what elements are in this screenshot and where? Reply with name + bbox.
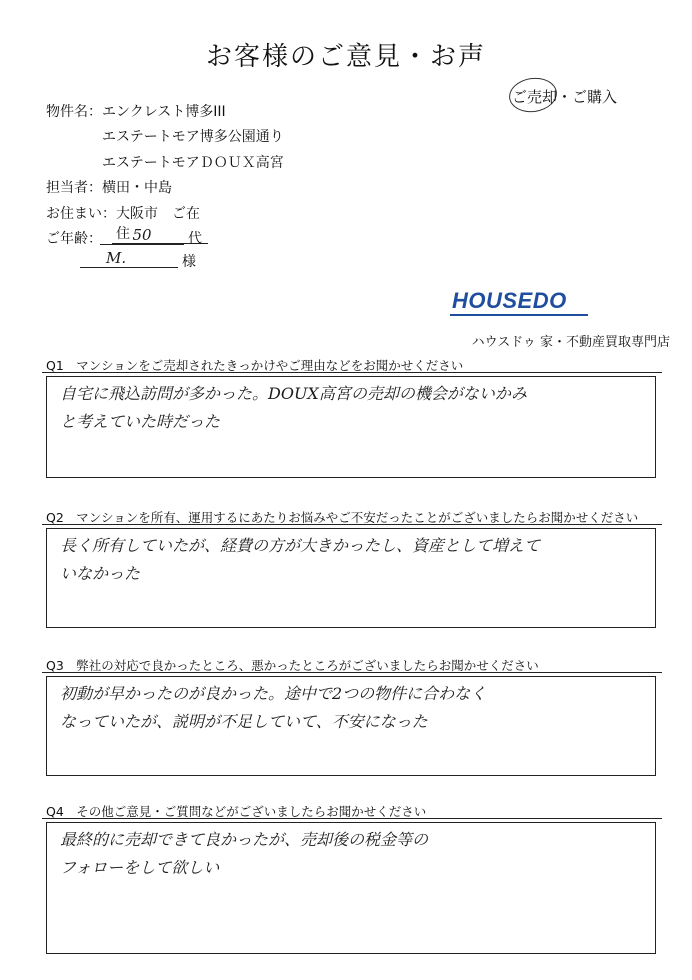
- age-suffix: 代: [188, 231, 202, 247]
- age-label: ご年齢：: [46, 231, 102, 247]
- purpose-label: ご売却・ご購入: [512, 88, 618, 106]
- q4-label: Q4 その他ご意見・ご質問などがございましたらお聞かせください: [46, 804, 427, 819]
- customer-name: M.: [80, 249, 178, 268]
- residence-label: お住まい：: [46, 206, 116, 222]
- q2-label: Q2 マンションを所有、運用するにあたりお悩みやご不安だったことがございましたらお聞かせください: [46, 510, 639, 525]
- property-label: 物件名：: [46, 104, 102, 120]
- age-value: 50: [100, 226, 184, 245]
- q3-answer: [60, 680, 650, 736]
- staff-names: 横田・中島: [102, 180, 172, 196]
- q3-answer-line-2: なっていたが、説明が不足していて、不安になった: [60, 712, 428, 731]
- residence-value: 大阪市 ご在住: [112, 203, 208, 244]
- q1-answer: [60, 380, 650, 436]
- property-name-1: エンクレスト博多III: [102, 104, 226, 120]
- q2-answer-line-1: 長く所有していたが、経費の方が大きかったし、資産として増えて: [60, 536, 541, 555]
- q1-label: Q1 マンションをご売却されたきっかけやご理由などをお聞かせください: [46, 358, 464, 373]
- q2-answer-line-2: いなかった: [60, 564, 141, 583]
- q4-answer-line-2: フォローをして欲しい: [60, 858, 220, 877]
- q4-answer: [60, 826, 650, 882]
- q2-answer: [60, 532, 650, 588]
- company-tagline: ハウスドゥ 家・不動産買取専門店: [471, 335, 670, 350]
- q4-answer-line-1: 最終的に売却できて良かったが、売却後の税金等の: [60, 830, 429, 849]
- page-title: お客様のご意見・お声: [205, 42, 486, 72]
- property-name-2: エステートモア博多公園通り: [102, 129, 284, 145]
- property-name-3: エステートモアＤＯＵＸ高宮: [102, 155, 284, 171]
- q1-answer-line-1: 自宅に飛込訪問が多かった。DOUX高宮の売却の機会がないかみ: [60, 384, 527, 403]
- q3-label: Q3 弊社の対応で良かったところ、悪かったところがございましたらお聞かせください: [46, 658, 539, 673]
- q3-answer-line-1: 初動が早かったのが良かった。途中で2つの物件に合わなく: [60, 684, 487, 703]
- housedo-logo: HOUSEDO: [452, 288, 567, 313]
- logo-underline: [450, 314, 588, 316]
- staff-label: 担当者：: [46, 180, 102, 196]
- customer-honorific: 様: [182, 254, 196, 270]
- q1-answer-line-2: と考えていた時だった: [60, 412, 221, 431]
